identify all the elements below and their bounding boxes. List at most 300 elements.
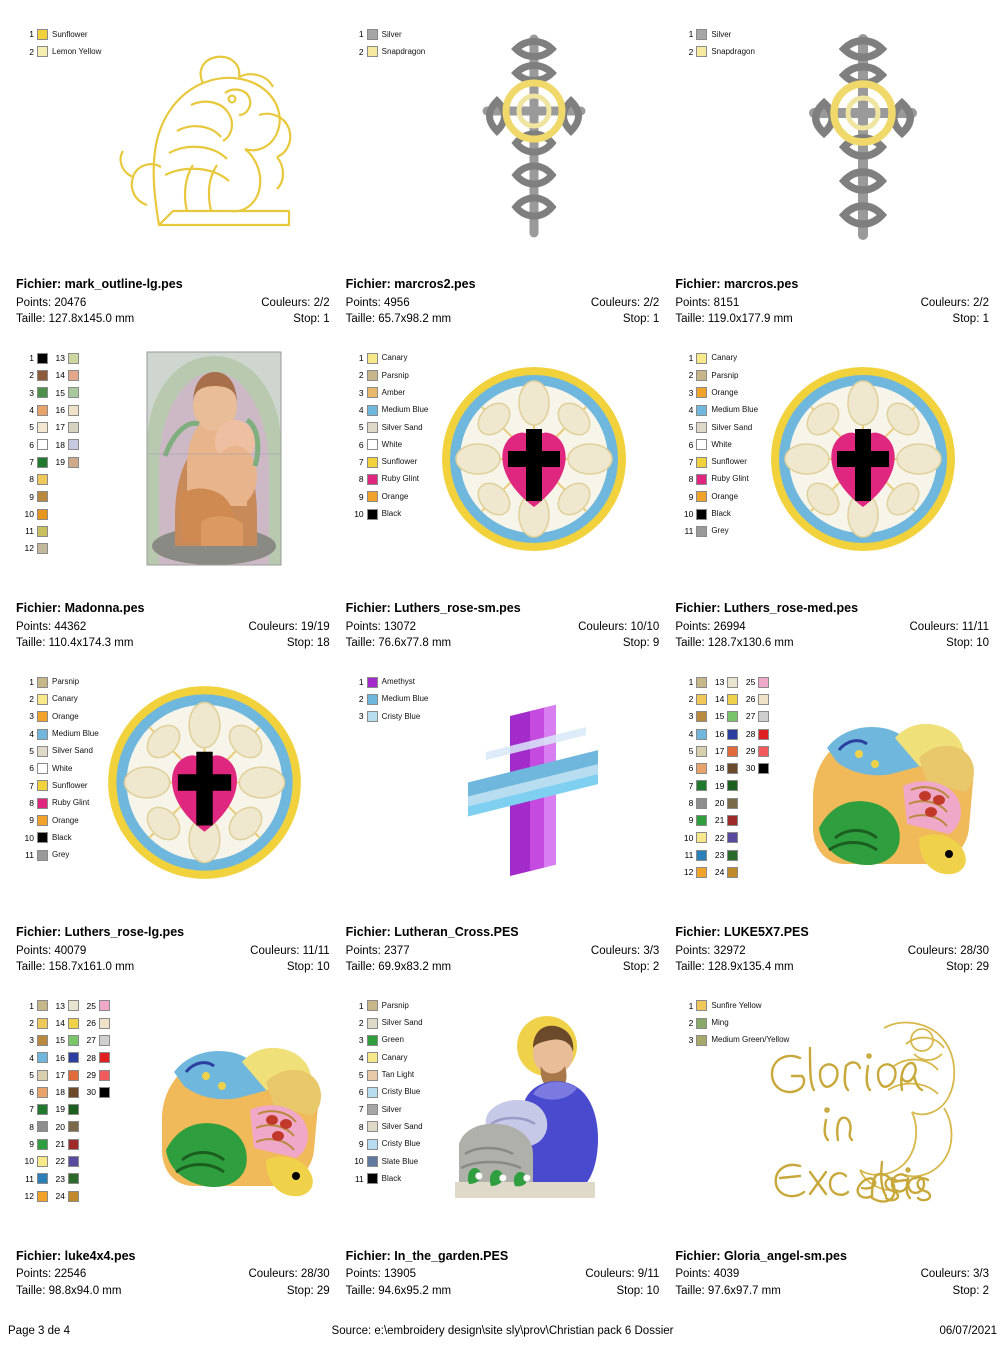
legend-row — [53, 1101, 83, 1118]
color-swatch — [367, 1139, 378, 1150]
legend-index: 7 — [29, 1104, 34, 1115]
legend-row — [681, 760, 711, 777]
legend-index: 7 — [29, 456, 34, 467]
legend-row — [22, 1188, 52, 1205]
file-name: Fichier: In_the_garden.PES — [345, 1248, 509, 1263]
color-name: Silver Sand — [381, 1018, 423, 1028]
legend-row — [681, 777, 711, 794]
color-swatch — [696, 798, 707, 809]
legend-row — [712, 864, 742, 881]
color-swatch — [68, 457, 79, 468]
color-swatch — [37, 29, 48, 40]
stop: Stop: 9 — [622, 637, 660, 650]
legend-index: 19 — [55, 456, 65, 467]
stop: Stop: 1 — [293, 313, 330, 326]
color-swatch — [367, 1052, 378, 1063]
color-name: Snapdragon — [711, 46, 755, 56]
legend-row — [22, 1066, 52, 1083]
file-name: Fichier: marcros.pes — [675, 277, 799, 292]
legend-row — [22, 384, 52, 401]
color-swatch — [68, 1121, 79, 1132]
legend-index: 3 — [358, 1035, 364, 1046]
legend-row — [712, 674, 742, 691]
color-name: Canary — [711, 353, 738, 363]
color-swatch — [68, 1018, 79, 1029]
color-swatch — [37, 370, 48, 381]
color-swatch — [37, 1104, 48, 1115]
legend-index: 14 — [55, 370, 65, 381]
legend-index: 10 — [354, 1156, 364, 1167]
legend-index: 12 — [24, 543, 34, 554]
stop: Stop: 10 — [616, 1284, 660, 1297]
legend-index: 26 — [745, 694, 756, 705]
legend-index: 21 — [55, 1139, 65, 1150]
legend-index: 3 — [688, 1035, 694, 1046]
color-swatch — [37, 1173, 48, 1184]
color-swatch — [37, 780, 48, 791]
legend-index: 3 — [688, 387, 694, 398]
points: Points: 13905 — [345, 1268, 416, 1281]
legend-index: 5 — [688, 422, 694, 433]
legend-row — [22, 454, 52, 471]
legend-index: 17 — [714, 746, 725, 757]
legend-index: 3 — [29, 711, 34, 722]
legend-row — [22, 540, 52, 557]
legend-index: 18 — [55, 439, 65, 450]
design-info — [675, 924, 989, 975]
legend-index: 4 — [358, 405, 364, 416]
color-name: Grey — [52, 850, 70, 860]
color-name: White — [381, 439, 403, 449]
color-name: Silver Sand — [711, 422, 753, 432]
legend-row — [352, 1118, 423, 1135]
color-swatch — [68, 1000, 79, 1011]
legend-row — [53, 1066, 83, 1083]
color-swatch — [696, 746, 707, 757]
legend-index: 10 — [24, 508, 34, 519]
legend-row — [681, 743, 711, 760]
color-swatch — [696, 1000, 707, 1011]
legend-index: 2 — [358, 370, 364, 381]
color-swatch — [367, 353, 378, 364]
legend-index: 2 — [688, 46, 694, 57]
legend-row — [53, 367, 83, 384]
color-swatch — [696, 29, 707, 40]
color-swatch — [68, 439, 79, 450]
legend-index: 9 — [688, 491, 694, 502]
size: Taille: 127.8x145.0 mm — [16, 313, 135, 326]
legend-row — [352, 1170, 423, 1187]
legend-index: 2 — [688, 370, 694, 381]
legend-index: 7 — [688, 780, 694, 791]
file-name: Fichier: mark_outline-lg.pes — [16, 277, 183, 292]
color-name: Canary — [52, 694, 78, 704]
file-name: Fichier: Madonna.pes — [16, 601, 145, 616]
color-name: Silver — [381, 29, 402, 39]
legend-row — [22, 488, 52, 505]
color-name: Grey — [711, 526, 729, 536]
design-preview-madonna — [107, 344, 322, 574]
legend-index: 26 — [86, 1017, 96, 1028]
legend-index: 11 — [25, 849, 34, 860]
legend-row — [681, 708, 711, 725]
stop: Stop: 1 — [622, 313, 660, 326]
legend-index: 11 — [354, 1173, 364, 1184]
legend-index: 1 — [688, 353, 694, 364]
color-name: Silver — [711, 29, 732, 39]
color-name: Amethyst — [381, 677, 415, 687]
legend-index: 30 — [745, 763, 756, 774]
legend-row — [681, 829, 711, 846]
legend-index: 28 — [86, 1052, 96, 1063]
design-cell — [338, 656, 668, 980]
stop: Stop: 18 — [286, 637, 330, 650]
legend-index: 8 — [29, 797, 34, 808]
legend-row — [22, 1101, 52, 1118]
legend-index: 17 — [55, 1069, 65, 1080]
legend-row — [53, 1049, 83, 1066]
color-swatch — [37, 850, 48, 861]
legend-row — [22, 505, 52, 522]
legend-index: 10 — [24, 832, 34, 843]
color-swatch — [758, 746, 769, 757]
legend-row — [22, 1118, 52, 1135]
color-swatch — [37, 543, 48, 554]
design-preview-luther-rose — [87, 668, 322, 898]
design-cell — [338, 332, 668, 656]
legend-index: 5 — [358, 1069, 364, 1080]
legend-row — [53, 1153, 83, 1170]
design-info — [675, 600, 989, 651]
legend-row — [743, 691, 773, 708]
color-swatch — [37, 387, 48, 398]
color-swatch — [696, 370, 707, 381]
page-number: Page 3 de 4 — [8, 1325, 71, 1337]
legend-index: 5 — [29, 422, 34, 433]
legend-row — [712, 795, 742, 812]
color-swatch — [696, 729, 707, 740]
legend-row — [53, 402, 83, 419]
file-name: Fichier: Luthers_rose-sm.pes — [345, 601, 521, 616]
color-name: Orange — [711, 387, 739, 397]
legend-row — [22, 367, 52, 384]
legend-row — [712, 812, 742, 829]
color-swatch — [37, 746, 48, 757]
color-name: Black — [711, 509, 731, 519]
design-preview-luke-ox-2 — [150, 991, 330, 1221]
design-cell — [338, 979, 668, 1303]
color-swatch — [758, 711, 769, 722]
design-grid — [8, 8, 997, 1303]
legend-index: 2 — [688, 1017, 694, 1028]
legend-row — [22, 436, 52, 453]
legend-row — [681, 812, 711, 829]
legend-row — [53, 997, 83, 1014]
legend-row — [712, 691, 742, 708]
color-swatch — [367, 1070, 378, 1081]
color-swatch — [727, 832, 738, 843]
legend-index: 1 — [358, 1000, 364, 1011]
legend-row — [352, 1084, 423, 1101]
legend-index: 2 — [358, 46, 364, 57]
legend-row — [712, 743, 742, 760]
legend-index: 2 — [29, 694, 34, 705]
legend-index: 11 — [684, 849, 694, 860]
legend-row — [22, 1049, 52, 1066]
color-name: Orange — [711, 491, 739, 501]
design-info — [346, 276, 660, 327]
stop: Stop: 29 — [946, 960, 989, 973]
color-swatch — [367, 46, 378, 57]
color-name: Silver — [381, 1104, 402, 1114]
color-swatch — [758, 763, 769, 774]
color-swatch — [367, 29, 378, 40]
color-legend — [22, 350, 83, 558]
legend-index: 29 — [86, 1069, 96, 1080]
design-preview-lion-outline — [87, 20, 322, 250]
legend-index: 7 — [358, 1104, 364, 1115]
size: Taille: 158.7x161.0 mm — [16, 960, 135, 973]
legend-index: 7 — [29, 780, 34, 791]
color-swatch — [696, 422, 707, 433]
color-swatch — [696, 711, 707, 722]
legend-index: 4 — [688, 405, 694, 416]
legend-index: 2 — [688, 694, 694, 705]
color-swatch — [68, 1052, 79, 1063]
legend-row — [712, 846, 742, 863]
color-name: Lemon Yellow — [52, 46, 102, 56]
color-swatch — [367, 1104, 378, 1115]
design-info — [346, 600, 660, 651]
stop: Stop: 1 — [952, 313, 989, 326]
legend-index: 1 — [358, 353, 364, 364]
legend-index: 1 — [29, 676, 34, 687]
legend-row — [22, 419, 52, 436]
legend-index: 6 — [688, 439, 694, 450]
color-name: Amber — [381, 387, 406, 397]
color-swatch — [696, 815, 707, 826]
points: Points: 40079 — [16, 944, 87, 957]
legend-index: 7 — [358, 456, 364, 467]
legend-index: 5 — [29, 746, 34, 757]
legend-row — [681, 864, 711, 881]
stop: Stop: 10 — [946, 637, 989, 650]
color-swatch — [696, 457, 707, 468]
legend-index: 2 — [358, 1017, 364, 1028]
color-swatch — [367, 1121, 378, 1132]
color-name: Medium Blue — [381, 694, 429, 704]
color-swatch — [99, 1000, 110, 1011]
color-swatch — [367, 491, 378, 502]
legend-row — [352, 1015, 423, 1032]
colors: Couleurs: 28/30 — [907, 944, 989, 957]
legend-index: 21 — [714, 815, 725, 826]
legend-index: 9 — [688, 815, 694, 826]
legend-index: 30 — [86, 1087, 96, 1098]
colors: Couleurs: 9/11 — [585, 1268, 660, 1281]
color-swatch — [68, 1070, 79, 1081]
legend-index: 6 — [29, 439, 34, 450]
color-swatch — [696, 850, 707, 861]
color-swatch — [37, 798, 48, 809]
color-swatch — [37, 729, 48, 740]
color-swatch — [696, 387, 707, 398]
legend-index: 5 — [688, 746, 694, 757]
stop: Stop: 2 — [622, 960, 660, 973]
legend-index: 10 — [354, 508, 364, 519]
legend-row — [53, 1118, 83, 1135]
legend-index: 8 — [358, 474, 364, 485]
legend-row — [22, 523, 52, 540]
legend-index: 23 — [55, 1173, 65, 1184]
color-swatch — [37, 1121, 48, 1132]
color-swatch — [68, 370, 79, 381]
legend-index: 25 — [745, 676, 756, 687]
color-swatch — [37, 439, 48, 450]
color-swatch — [68, 405, 79, 416]
legend-row — [743, 743, 773, 760]
colors: Couleurs: 3/3 — [920, 1268, 989, 1281]
color-swatch — [37, 422, 48, 433]
color-swatch — [37, 1087, 48, 1098]
color-swatch — [367, 1173, 378, 1184]
legend-index: 1 — [29, 1000, 34, 1011]
color-name: Silver Sand — [52, 746, 93, 756]
color-name: Cristy Blue — [381, 1139, 421, 1149]
legend-row — [22, 1136, 52, 1153]
size: Taille: 128.7x130.6 mm — [675, 637, 794, 650]
legend-index: 8 — [358, 1121, 364, 1132]
color-swatch — [37, 832, 48, 843]
file-name: Fichier: LUKE5X7.PES — [675, 924, 809, 939]
legend-index: 9 — [29, 815, 34, 826]
legend-index: 9 — [29, 491, 34, 502]
legend-index: 6 — [358, 439, 364, 450]
legend-row — [743, 708, 773, 725]
legend-index: 2 — [358, 694, 364, 705]
design-cell — [667, 979, 997, 1303]
legend-index: 4 — [29, 1052, 34, 1063]
design-info — [16, 1248, 330, 1299]
legend-index: 1 — [358, 29, 364, 40]
color-swatch — [37, 491, 48, 502]
color-name: Orange — [52, 711, 79, 721]
color-swatch — [37, 677, 48, 688]
color-swatch — [367, 711, 378, 722]
color-name: Tan Light — [381, 1070, 415, 1080]
color-name: Sunflower — [52, 780, 88, 790]
legend-row — [84, 1032, 114, 1049]
color-swatch — [37, 1000, 48, 1011]
design-cell — [667, 8, 997, 332]
color-swatch — [696, 509, 707, 520]
color-name: White — [52, 763, 73, 773]
color-swatch — [367, 1000, 378, 1011]
legend-row — [352, 997, 423, 1014]
legend-index: 19 — [714, 780, 725, 791]
size: Taille: 76.6x77.8 mm — [345, 637, 452, 650]
legend-row — [53, 350, 83, 367]
legend-row — [53, 419, 83, 436]
legend-index: 18 — [55, 1087, 65, 1098]
color-swatch — [367, 439, 378, 450]
legend-index: 15 — [55, 1035, 65, 1046]
legend-index: 9 — [29, 1139, 34, 1150]
color-swatch — [727, 694, 738, 705]
color-swatch — [37, 1052, 48, 1063]
color-swatch — [367, 457, 378, 468]
color-name: Cristy Blue — [381, 711, 421, 721]
color-swatch — [727, 850, 738, 861]
color-swatch — [758, 729, 769, 740]
colors: Couleurs: 3/3 — [590, 944, 660, 957]
legend-index: 15 — [714, 711, 725, 722]
legend-index: 13 — [714, 676, 725, 687]
legend-row — [22, 471, 52, 488]
design-preview-celtic-cross-lg — [746, 20, 981, 250]
colors: Couleurs: 10/10 — [578, 620, 660, 633]
legend-row — [681, 674, 711, 691]
color-legend — [681, 26, 755, 61]
file-name: Fichier: Luthers_rose-lg.pes — [16, 924, 185, 939]
color-name: Medium Blue — [711, 405, 759, 415]
design-info — [16, 924, 330, 975]
design-info — [16, 600, 330, 651]
legend-index: 11 — [684, 526, 694, 537]
points: Points: 4956 — [345, 297, 410, 310]
color-swatch — [37, 1191, 48, 1202]
legend-row — [53, 1188, 83, 1205]
size: Taille: 69.9x83.2 mm — [345, 960, 452, 973]
design-preview-luther-rose — [746, 344, 981, 574]
legend-index: 24 — [714, 867, 725, 878]
legend-row — [22, 1032, 52, 1049]
legend-row — [681, 795, 711, 812]
color-swatch — [727, 798, 738, 809]
color-name: Sunflower — [52, 29, 88, 39]
file-name: Fichier: Lutheran_Cross.PES — [345, 924, 519, 939]
legend-index: 25 — [86, 1000, 96, 1011]
color-swatch — [727, 815, 738, 826]
colors: Couleurs: 2/2 — [590, 297, 660, 310]
color-legend — [22, 997, 114, 1205]
legend-index: 3 — [358, 387, 364, 398]
color-swatch — [367, 405, 378, 416]
legend-row — [84, 1084, 114, 1101]
legend-index: 2 — [29, 1017, 34, 1028]
legend-index: 1 — [688, 1000, 694, 1011]
color-swatch — [367, 387, 378, 398]
legend-row — [53, 1136, 83, 1153]
stop: Stop: 10 — [286, 960, 330, 973]
legend-row — [712, 725, 742, 742]
color-swatch — [68, 353, 79, 364]
legend-index: 8 — [688, 797, 694, 808]
legend-index: 19 — [55, 1104, 65, 1115]
legend-index: 5 — [29, 1069, 34, 1080]
legend-index: 4 — [29, 728, 34, 739]
legend-index: 14 — [55, 1017, 65, 1028]
size: Taille: 128.9x135.4 mm — [675, 960, 794, 973]
color-swatch — [727, 711, 738, 722]
legend-row — [22, 350, 52, 367]
color-swatch — [696, 832, 707, 843]
color-swatch — [68, 1139, 79, 1150]
color-swatch — [727, 729, 738, 740]
points: Points: 20476 — [16, 297, 87, 310]
color-name: Black — [52, 832, 72, 842]
legend-index: 17 — [55, 422, 65, 433]
